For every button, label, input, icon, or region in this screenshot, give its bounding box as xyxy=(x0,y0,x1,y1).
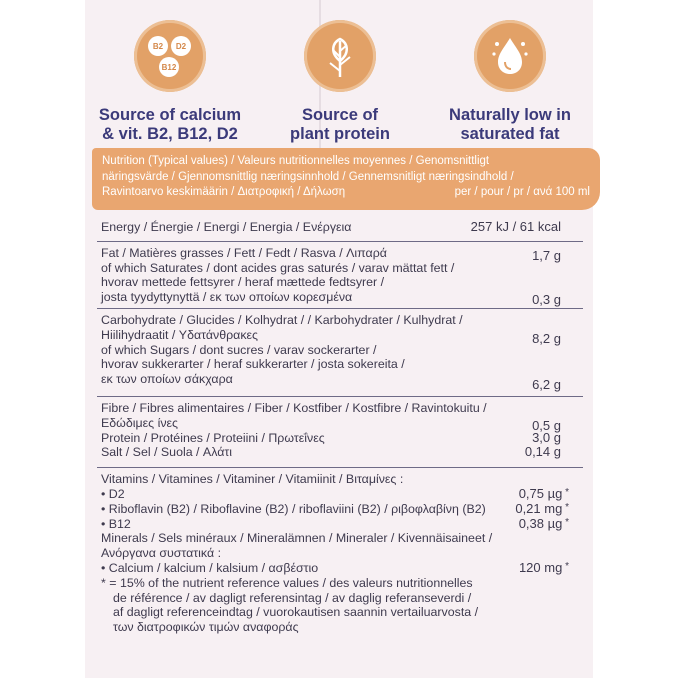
sugars-value: 6,2 g xyxy=(532,377,561,393)
caption-line: Source of xyxy=(301,106,379,124)
fibre-value: 0,5 g xyxy=(532,417,561,433)
vitamin-value: 0,38 µg * xyxy=(519,517,569,534)
header-line: Nutrition (Typical values) / Valeurs nutritionnelles moyennes / Genomsnittligt xyxy=(102,155,490,167)
sugars-label: εκ των οποίων σάκχαρα xyxy=(101,372,233,387)
badge-b2: B2 xyxy=(148,36,168,56)
caption-line: saturated fat xyxy=(460,125,560,143)
energy-section xyxy=(97,220,583,241)
fibre-protein-salt-section xyxy=(97,396,583,467)
footnote-line: af dagligt referenceindtag / vuorokautisen saannin vertailuarvosta / xyxy=(113,605,479,620)
claim-calcium xyxy=(85,0,255,144)
fibre-row xyxy=(101,416,583,431)
sugars-label: of which Sugars / dont sucres / varav sockerarter / xyxy=(101,342,377,357)
nutrition-table xyxy=(97,220,583,638)
footnote-line: de référence / av dagligt referensintag / av daglig referanseverdi / xyxy=(113,590,472,605)
vitamins-label: Vitamins / Vitamines / Vitaminer / Vitamiinit / Βιταμίνες : xyxy=(101,472,404,487)
salt-row xyxy=(101,445,583,460)
calcium-label: • Calcium / kalcium / kalsium / ασβέστιο xyxy=(101,560,319,575)
saturates-row xyxy=(101,290,583,308)
minerals-label: Minerals / Sels minéraux / Mineralämnen / Mineraler / Kivennäisaineet / xyxy=(101,531,493,546)
vitamin-label: • D2 xyxy=(101,486,125,501)
sugars-label: hvorav sukkerarter / heraf sukkerarter / josta sokereita / xyxy=(101,357,405,372)
calcium-row xyxy=(101,561,583,576)
saturates-label: hvorav mettede fettsyrer / heraf mættede fedtsyrer / xyxy=(101,275,385,290)
protein-value: 3,0 g xyxy=(532,429,561,445)
footnote-line: των διατροφικών τιμών αναφοράς xyxy=(113,620,299,635)
footnote-line: * = 15% of the nutrient reference values / des valeurs nutritionnelles xyxy=(101,575,473,590)
vitamin-b12-row xyxy=(101,517,583,532)
caption-line: Source of calcium xyxy=(98,106,242,124)
fat-label: Fat / Matières grasses / Fett / Fedt / Rasva / Λιπαρά xyxy=(101,245,387,260)
carbohydrate-label: Carbohydrate / Glucides / Kolhydrat / / Karbohydrater / Kulhydrat / xyxy=(101,312,463,327)
claims-row xyxy=(85,0,593,150)
vitamin-d2-row xyxy=(101,487,583,502)
nutrition-header xyxy=(92,148,600,210)
saturates-label: of which Saturates / dont acides gras saturés / varav mättat fett / xyxy=(101,260,455,275)
claim-caption xyxy=(85,106,255,144)
claim-protein xyxy=(255,0,425,144)
fat-value: 1,7 g xyxy=(532,247,561,263)
sugars-row xyxy=(101,372,583,393)
salt-label: Salt / Sel / Suola / Αλάτι xyxy=(101,445,233,460)
carbohydrate-row xyxy=(101,327,583,346)
protein-row xyxy=(101,431,583,446)
header-per-100ml: per / pour / pr / ανά 100 ml xyxy=(454,186,590,198)
energy-value: 257 kJ / 61 kcal xyxy=(470,219,561,234)
fibre-label: Fibre / Fibres alimentaires / Fiber / Kostfiber / Kostfibre / Ravintokuitu / xyxy=(101,400,487,415)
carbohydrate-label: Hiilihydraatit / Υδατάνθρακες xyxy=(101,327,259,342)
carbohydrate-value: 8,2 g xyxy=(532,330,561,346)
caption-line: Naturally low in xyxy=(449,106,571,124)
header-line-left: Ravintoarvo keskimäärin / Διατροφική / Δήλωση xyxy=(102,186,346,198)
protein-label: Protein / Protéines / Proteiini / Πρωτεΐνες xyxy=(101,430,325,445)
vitamin-label: • B12 xyxy=(101,516,131,531)
vitamins-minerals-section xyxy=(97,467,583,638)
fibre-label: Εδώδιμες ίνες xyxy=(101,415,179,430)
minerals-label: Ανόργανα συστατικά : xyxy=(101,546,222,561)
saturates-label: josta tyydyttynyttä / εκ των οποίων κορεσμένα xyxy=(101,290,353,305)
droplet-icon xyxy=(474,20,546,92)
energy-row xyxy=(101,220,583,235)
vitamin-b2-row xyxy=(101,502,583,517)
header-line: näringsvärde / Gjennomsnittlig næringsinnhold / Gennemsnitligt næringsindhold / xyxy=(102,170,514,183)
claim-caption xyxy=(255,106,425,144)
vitamin-value: 0,21 mg * xyxy=(515,502,569,519)
header-line xyxy=(102,185,590,201)
energy-label: Energy / Énergie / Energi / Energia / Ενέργεια xyxy=(101,220,352,234)
leaf-icon xyxy=(304,20,376,92)
vitamins-icon xyxy=(134,20,206,92)
fat-section xyxy=(97,241,583,308)
badge-b12: B12 xyxy=(159,57,179,77)
salt-value: 0,14 g xyxy=(524,444,561,460)
vitamin-label: • Riboflavin (B2) / Riboflavine (B2) / riboflaviini (B2) / ριβοφλαβίνη (B2) xyxy=(101,501,486,516)
caption-line: & vit. B2, B12, D2 xyxy=(102,125,238,143)
carbohydrate-section xyxy=(97,308,583,396)
badge-d2: D2 xyxy=(171,36,191,56)
vitamin-value: 0,75 µg * xyxy=(519,487,569,504)
saturates-value: 0,3 g xyxy=(532,292,561,308)
caption-line: plant protein xyxy=(290,125,390,143)
claim-caption xyxy=(425,106,595,144)
claim-fat xyxy=(425,0,595,144)
fat-row xyxy=(101,246,583,261)
calcium-value: 120 mg * xyxy=(519,561,569,578)
